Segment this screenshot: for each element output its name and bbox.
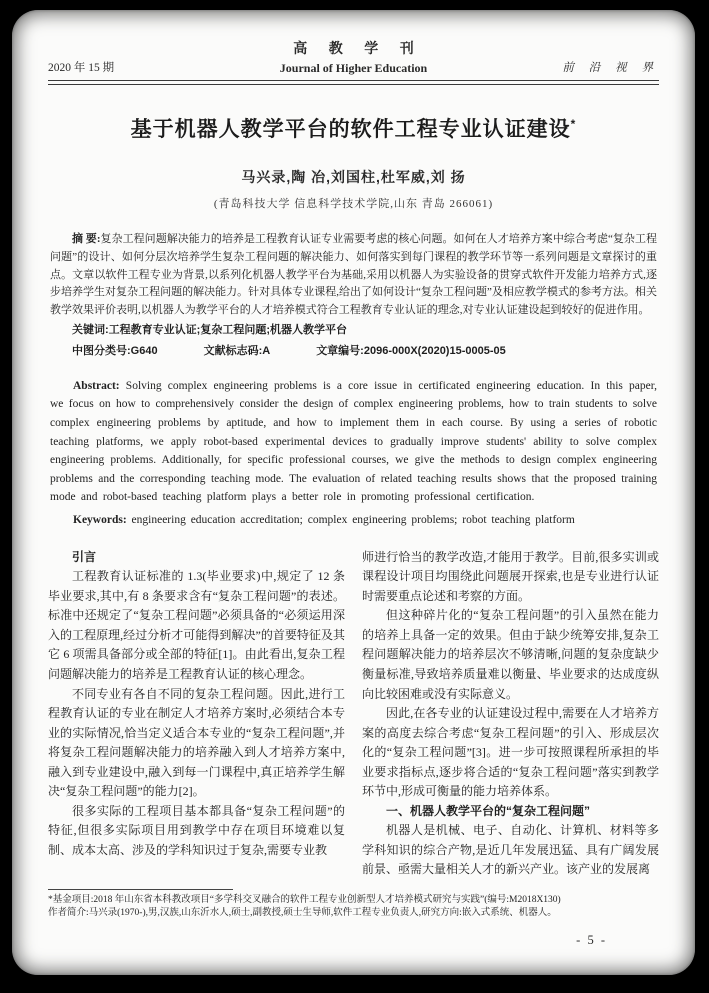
keywords-en-label: Keywords:	[73, 514, 127, 527]
abstract-en-label: Abstract:	[73, 379, 120, 392]
affiliation: (青岛科技大学 信息科学技术学院,山东 青岛 266061)	[213, 198, 494, 210]
section-1-heading: 一、机器人教学平台的“复杂工程问题”	[386, 803, 591, 818]
body-paragraph-4: 师进行恰当的教学改造,才能用于教学。目前,很多实训或课程设计项目均围绕此问题展开探索,也是专业进行认证时需要重点论述和考察的方面。	[362, 549, 659, 603]
keywords-en-text: engineering education accreditation; complex engineering problems; robot teaching platform	[126, 514, 575, 527]
keywords-cn-label: 关键词:	[72, 324, 109, 337]
column-label: 前 沿 视 界	[562, 62, 659, 74]
abstract-cn-label: 摘 要:	[72, 233, 101, 245]
meta-line	[50, 343, 657, 361]
journal-name-en: Journal of Higher Education	[279, 61, 428, 75]
header-divider	[48, 80, 659, 85]
journal-header	[48, 38, 659, 76]
scanned-paper-page	[12, 10, 695, 975]
footnote-fund: *基金项目:2018 年山东省本科教改项目“多学科交叉融合的软件工程专业创新型人才培养模式研究与实践”(编号:M2018X130)	[48, 894, 561, 905]
keywords-cn-text: 工程教育专业认证;复杂工程问题;机器人教学平台	[108, 324, 347, 337]
footnote-bio: 作者简介:马兴录(1970-),男,汉族,山东沂水人,硕士,副教授,硕士生导师,软件工程专业负责人,研究方向:嵌入式系统、机器人。	[48, 908, 557, 919]
issue-label: 2020 年 15 期	[48, 62, 115, 74]
page-number: - 5 -	[576, 932, 607, 947]
right-column	[362, 548, 659, 880]
document-code: 文献标志码:A	[203, 344, 271, 357]
abstract-cn-text: 复杂工程问题解决能力的培养是工程教育认证专业需要考虑的核心问题。如何在人才培养方案中综合考虑“复杂工程问题”的设计、如何分层次培养学生复杂工程问题的解决能力、如何落实到每门课程的教学环节等一系列问题是文章探讨的重点。文章以软件工程专业为背景,以系列化机器人教学平台为基础,采用以机器人为实验设备的贯穿式软件开发能力培养方式,逐步培养学生对复杂工程问题的解决能力。针对具体专业课程,给出了如何设计“复杂工程问题”及相应教学模式的参考方法。相关教学效果评价表明,以机器人为教学平台的人才培养模式符合工程教育专业认证的理念,对专业认证建设起到较好的促进作用。	[50, 233, 657, 317]
keywords-cn	[50, 322, 657, 340]
footnote-divider	[48, 889, 233, 890]
intro-heading: 引言	[72, 549, 97, 564]
body-paragraph-5: 但这种碎片化的“复杂工程问题”的引入虽然在能力的培养上具备一定的效果。但由于缺少统筹安排,复杂工程问题解决能力的培养层次不够清晰,问题的复杂度缺少衡量标准,导致培养质量难以衡量、毕业要求的达成度纵向比较困难或没有实际意义。	[362, 608, 659, 701]
article-id: 文章编号:2096-000X(2020)15-0005-05	[316, 344, 506, 357]
journal-name-block	[178, 38, 529, 76]
body-paragraph-6: 因此,在各专业的认证建设过程中,需要在人才培养方案的高度去综合考虑“复杂工程问题”的引入、形成层次化的“复杂工程问题”[3]。进一步可按照课程所承担的毕业要求指标点,逐步将合适的“复杂工程问题”落实到教学环节中,形成可衡量的能力培养体系。	[362, 706, 659, 799]
keywords-en	[50, 511, 657, 530]
authors: 马兴录,陶 冶,刘国柱,杜军威,刘 扬	[241, 169, 466, 185]
footnote	[48, 889, 659, 921]
body-paragraph-1: 工程教育认证标准的 1.3(毕业要求)中,规定了 12 条毕业要求,其中,有 8 条要求含有“复杂工程问题”的表述。标准中还规定了“复杂工程问题”必须具备的“必须运用深入的工程原理,经过分析才可能得到解决”的首要特征及其它 6 项需具备部分或全部的特征[1]。由此看出,复杂工程问题解决能力的培养是工程教育认证的核心理念。	[48, 569, 345, 681]
abstract-en	[50, 377, 657, 507]
clc-number: 中图分类号:G640	[72, 344, 158, 357]
journal-name-cn: 高 教 学 刊	[293, 42, 423, 57]
abstract-en-text: Solving complex engineering problems is a core issue in certificated engineering education. In this paper, we focus on how to comprehensively consider the design of complex engineering problems, how to train students to solve complex engineering problems by aptitude, and how to implement them in each course. By using a series of robotic teaching platforms, we apply robot-based experimental devices to gradually improve students' ability to solve complex engineering problems. Additionally, for specific professional courses, we give the methods to design complex engineering problems and the corresponding teaching mode. The evaluation of related teaching results shows that the proposed training mode and robot-based teaching platform plays a better role in promoting professional certification.	[50, 379, 657, 504]
abstract-cn	[50, 231, 657, 320]
body-paragraph-2: 不同专业有各自不同的复杂工程问题。因此,进行工程教育认证的专业在制定人才培养方案时,必须结合本专业的实际情况,恰当定义适合本专业的“复杂工程问题”,并将复杂工程问题解决能力的培养融入到人才培养方案中,融入到专业建设中,融入到每一门课程中,真正培养学生解决“复杂工程问题”的能力[2]。	[48, 686, 345, 799]
paper-title-text: 基于机器人教学平台的软件工程专业认证建设	[130, 118, 571, 141]
title-footnote-star: *	[570, 117, 577, 131]
paper-title	[48, 113, 659, 143]
body-paragraph-7: 机器人是机械、电子、自动化、计算机、材料等多学科知识的综合产物,是近几年发展迅猛、具有广阔发展前景、亟需大量相关人才的新兴产业。该产业的发展离	[362, 823, 659, 877]
body-paragraph-3: 很多实际的工程项目基本都具备“复杂工程问题”的特征,但很多实际项目用到教学中存在项目环境难以复制、成本太高、涉及的学科知识过于复杂,需要专业教	[48, 803, 345, 857]
left-column	[48, 548, 345, 880]
body-columns	[48, 548, 659, 880]
